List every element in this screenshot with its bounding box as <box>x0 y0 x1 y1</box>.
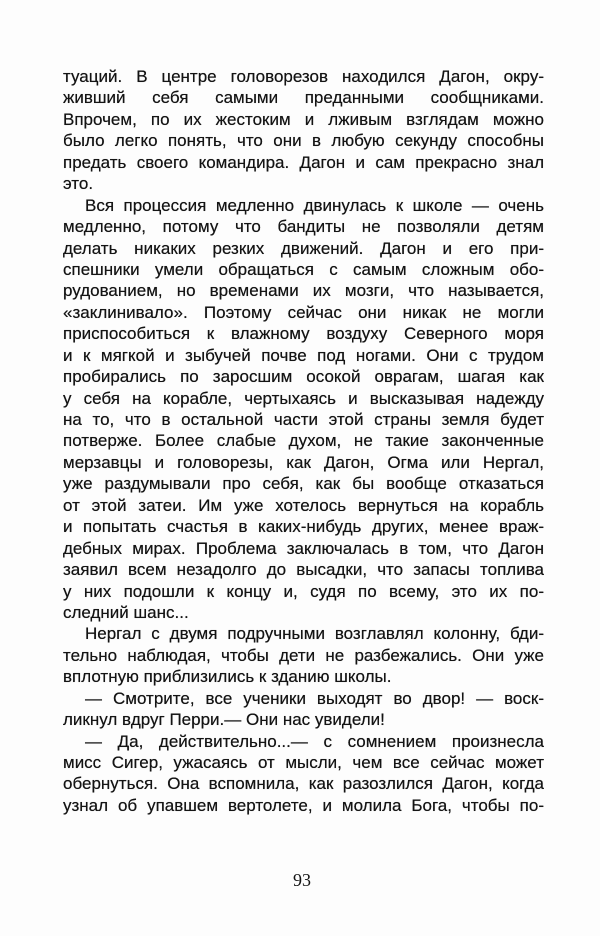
text-line: Вся процессия медленно двинулась к школе — очень <box>85 195 544 215</box>
paragraph <box>63 688 544 731</box>
text-line: делать никаких резких движений. Дагон и его при- <box>63 238 544 258</box>
text-line: и попытать счастья в каких-нибудь других, менее враж- <box>63 517 544 537</box>
page-number: 93 <box>293 870 311 890</box>
text-line: медленно, потому что бандиты не позволяли детям <box>63 217 544 237</box>
paragraph <box>63 731 544 817</box>
text-line: — Да, действительно...— с сомнением произнесла <box>85 731 544 751</box>
text-line: потверже. Более слабые духом, не такие законченные <box>63 431 544 451</box>
text-line: уже раздумывали про себя, как бы вообще отказаться <box>63 474 544 494</box>
text-line: и к мягкой и зыбучей почве под ногами. Они с трудом <box>63 345 544 365</box>
text-line: — Смотрите, все ученики выходят во двор! — воск- <box>85 688 544 708</box>
text-line: живший себя самыми преданными сообщниками. <box>63 88 544 108</box>
text-line: Впрочем, по их жестоким и лживым взглядам можно <box>63 109 544 129</box>
text-line: у себя на корабле, чертыхаясь и высказывая надежду <box>63 388 544 408</box>
text-line: предать своего командира. Дагон и сам прекрасно знал <box>63 152 544 172</box>
text-line: Нергал с двумя подручными возглавлял колонну, бди- <box>85 624 544 644</box>
text-line: ликнул вдруг Перри.— Они нас увидели! <box>63 710 385 730</box>
text-line: тельно наблюдая, чтобы дети не разбежались. Они уже <box>63 645 544 665</box>
paragraph <box>63 623 544 687</box>
text-line: пробирались по заросшим осокой оврагам, шагая как <box>63 367 544 387</box>
text-line: «заклинивало». Поэтому сейчас они никак не могли <box>63 302 544 322</box>
text-line: на то, что в остальной части этой страны земля будет <box>63 410 544 429</box>
text-line: обернуться. Она вспомнила, как разозлился Дагон, когда <box>63 774 544 794</box>
text-line: приспособиться к влажному воздуху Северного моря <box>63 324 544 344</box>
text-line: заявил всем незадолго до высадки, что запасы топлива <box>63 560 544 580</box>
text-line: это. <box>63 174 94 194</box>
text-line: мисс Сигер, ужасаясь от мысли, чем все сейчас может <box>63 753 544 772</box>
book-page-text <box>63 66 544 816</box>
paragraph <box>63 66 544 195</box>
text-line: мерзавцы и головорезы, как Дагон, Огма или Нергал, <box>63 452 544 472</box>
text-line: от этой затеи. Им уже хотелось вернуться на корабль <box>63 495 544 515</box>
text-line: спешники умели обращаться с самым сложным обо- <box>63 259 544 279</box>
paragraph <box>63 195 544 624</box>
text-line: следний шанс... <box>63 602 189 622</box>
text-line: дебных мирах. Проблема заключалась в том, что Дагон <box>63 538 544 558</box>
text-line: туаций. В центре головорезов находился Дагон, окру- <box>63 67 544 86</box>
text-line: вплотную приблизились к зданию школы. <box>63 667 392 687</box>
text-line: у них подошли к концу и, судя по всему, это их по- <box>63 581 544 601</box>
text-line: рудованием, но временами их мозги, что называется, <box>63 281 544 301</box>
text-line: было легко понять, что они в любую секунду способны <box>63 131 544 151</box>
text-line: узнал об упавшем вертолете, и молила Бога, чтобы по- <box>63 795 544 815</box>
